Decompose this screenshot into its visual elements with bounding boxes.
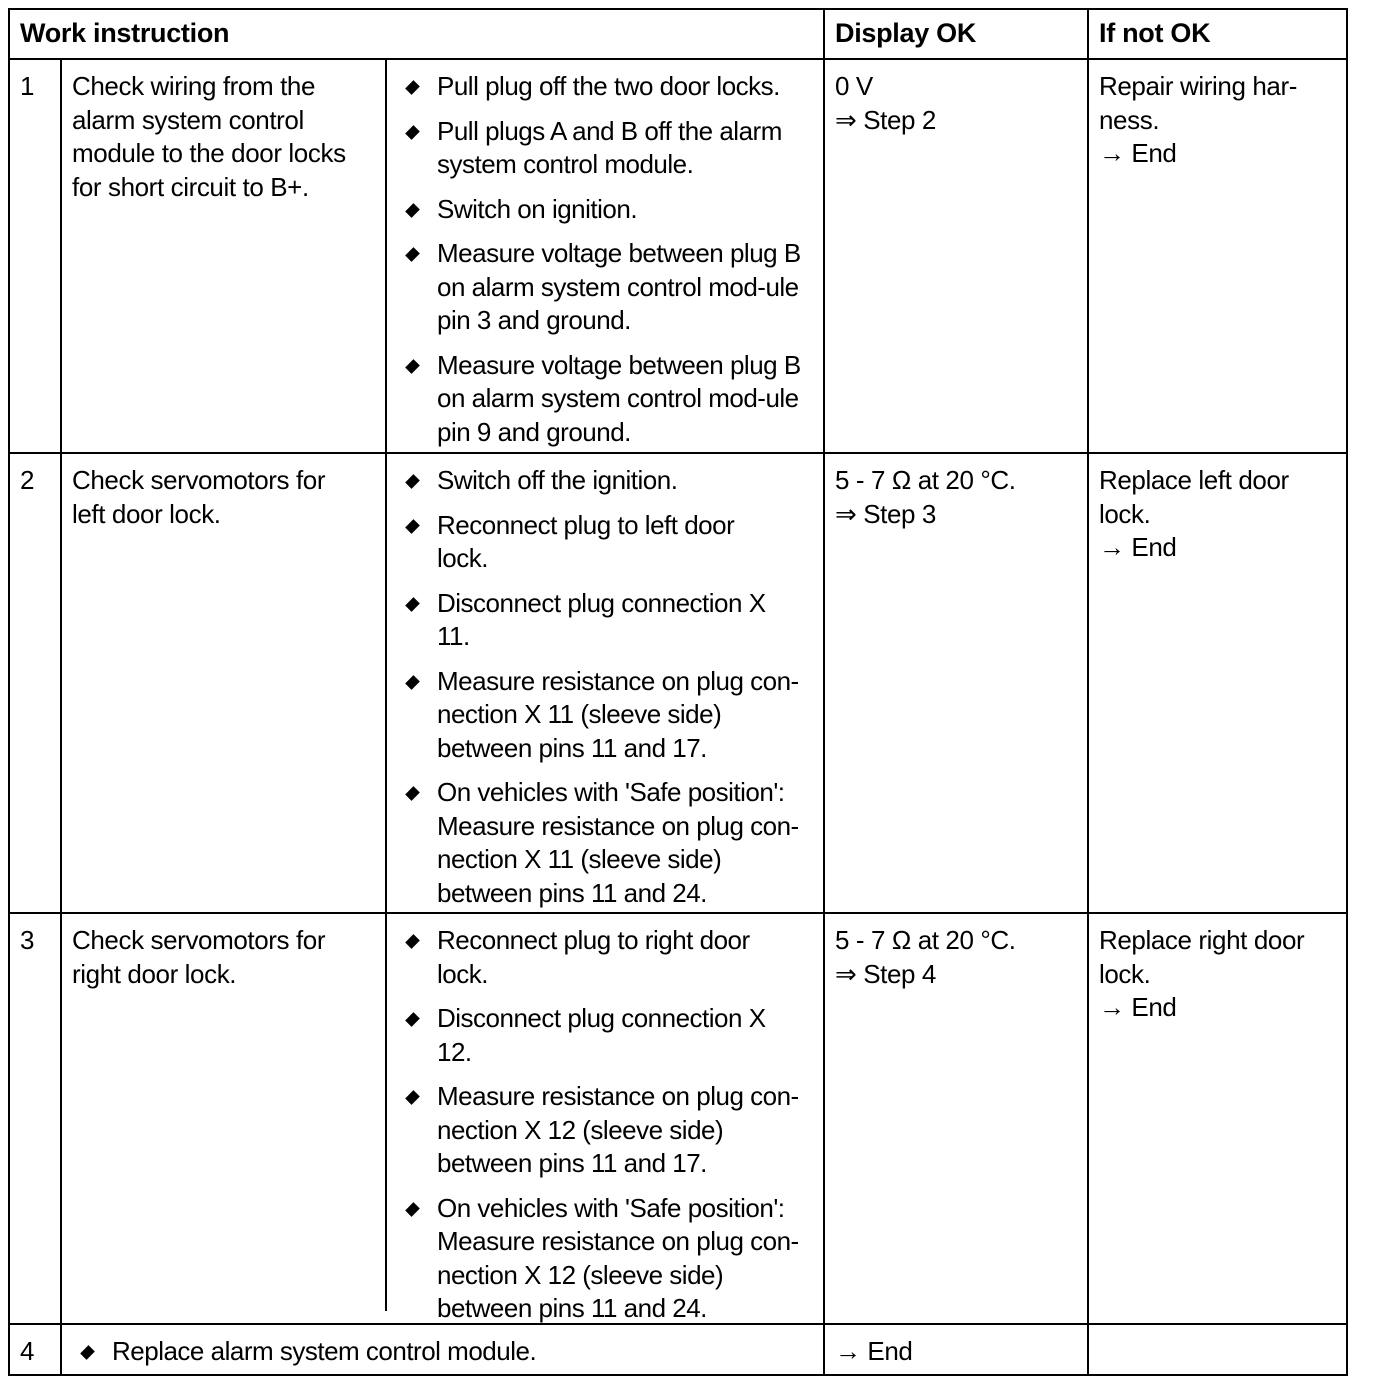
instruction-list <box>62 1325 823 1380</box>
remedy-action: Replace right door lock. <box>1099 925 1305 989</box>
bullet-diamond-icon <box>405 1202 420 1217</box>
bullet-diamond-icon <box>405 359 420 374</box>
bullet-diamond-icon <box>405 125 420 140</box>
instruction-item: Measure voltage between plug B on alarm system control mod-ule pin 3 and ground. <box>397 237 815 338</box>
remedy-action: Repair wiring har-ness. <box>1099 71 1297 135</box>
instruction-item: Disconnect plug connection X 12. <box>397 1002 815 1069</box>
step-number: 2 <box>20 465 35 495</box>
bullet-diamond-icon <box>405 597 420 612</box>
step-number: 3 <box>20 925 35 955</box>
instruction-item: Pull plug off the two door locks. <box>397 70 815 104</box>
check-description: Check servomotors for right door lock. <box>72 925 326 989</box>
next-step: ⇒ Step 3 <box>835 498 936 529</box>
bullet-diamond-icon <box>405 1090 420 1105</box>
column-divider <box>1087 10 1089 1374</box>
instruction-item: Replace alarm system control module. <box>72 1335 813 1369</box>
bullet-diamond-icon <box>405 519 420 534</box>
bullet-diamond-icon <box>405 474 420 489</box>
remedy-next: → End <box>1099 138 1177 168</box>
display-ok-cell <box>825 914 1087 991</box>
instruction-list <box>387 454 823 921</box>
column-divider <box>823 10 825 1374</box>
instruction-item: Measure resistance on plug con-nection X 11 (sleeve side) between pins 11 and 17. <box>397 665 815 766</box>
display-ok-value: 5 - 7 Ω at 20 °C. <box>835 465 1016 495</box>
bullet-diamond-icon <box>405 934 420 949</box>
bullet-diamond-icon <box>405 203 420 218</box>
instruction-item: Measure resistance on plug con-nection X 12 (sleeve side) between pins 11 and 17. <box>397 1080 815 1181</box>
check-description: Check wiring from the alarm system control module to the door locks for short circuit to B+. <box>72 71 346 202</box>
instruction-item: Reconnect plug to left door lock. <box>397 509 815 576</box>
remedy-next: → End <box>1099 532 1177 562</box>
display-ok-cell <box>825 60 1087 137</box>
header-if-not-ok: If not OK <box>1099 18 1211 48</box>
if-not-ok-cell <box>1089 60 1348 171</box>
next-step: → End <box>835 1336 913 1366</box>
instruction-item: On vehicles with 'Safe position': Measure resistance on plug con-nection X 12 (sleeve side) between pins 11 and 24. <box>397 1192 815 1326</box>
next-step: ⇒ Step 2 <box>835 104 936 135</box>
instruction-item: Pull plugs A and B off the alarm system control module. <box>397 115 815 182</box>
remedy-next: → End <box>1099 992 1177 1022</box>
check-description: Check servomotors for left door lock. <box>72 465 326 529</box>
display-ok-value: 5 - 7 Ω at 20 °C. <box>835 925 1016 955</box>
instruction-item: Switch off the ignition. <box>397 464 815 498</box>
step-number: 1 <box>20 71 35 101</box>
instruction-item: Switch on ignition. <box>397 193 815 227</box>
display-ok-value: 0 V <box>835 71 873 101</box>
instruction-item: Disconnect plug connection X 11. <box>397 587 815 654</box>
bullet-diamond-icon <box>80 1345 95 1360</box>
bullet-diamond-icon <box>405 786 420 801</box>
bullet-diamond-icon <box>405 247 420 262</box>
instruction-item: Reconnect plug to right door lock. <box>397 924 815 991</box>
if-not-ok-cell <box>1089 454 1348 565</box>
if-not-ok-cell <box>1089 914 1348 1025</box>
header-work-instruction: Work instruction <box>20 18 230 48</box>
work-instruction-table <box>8 8 1348 1376</box>
bullet-diamond-icon <box>405 80 420 95</box>
display-ok-cell <box>825 454 1087 531</box>
instruction-item: On vehicles with 'Safe position': Measure resistance on plug con-nection X 11 (sleeve side) between pins 11 and 24. <box>397 776 815 910</box>
column-divider <box>60 58 62 1374</box>
instruction-item: Measure voltage between plug B on alarm system control mod-ule pin 9 and ground. <box>397 349 815 450</box>
instruction-list <box>387 60 823 460</box>
bullet-diamond-icon <box>405 675 420 690</box>
header-display-ok: Display OK <box>835 18 977 48</box>
bullet-diamond-icon <box>405 1012 420 1027</box>
step-number: 4 <box>20 1336 35 1366</box>
remedy-action: Replace left door lock. <box>1099 465 1289 529</box>
next-step: ⇒ Step 4 <box>835 958 936 989</box>
instruction-list <box>387 914 823 1337</box>
display-ok-cell <box>825 1325 1087 1369</box>
